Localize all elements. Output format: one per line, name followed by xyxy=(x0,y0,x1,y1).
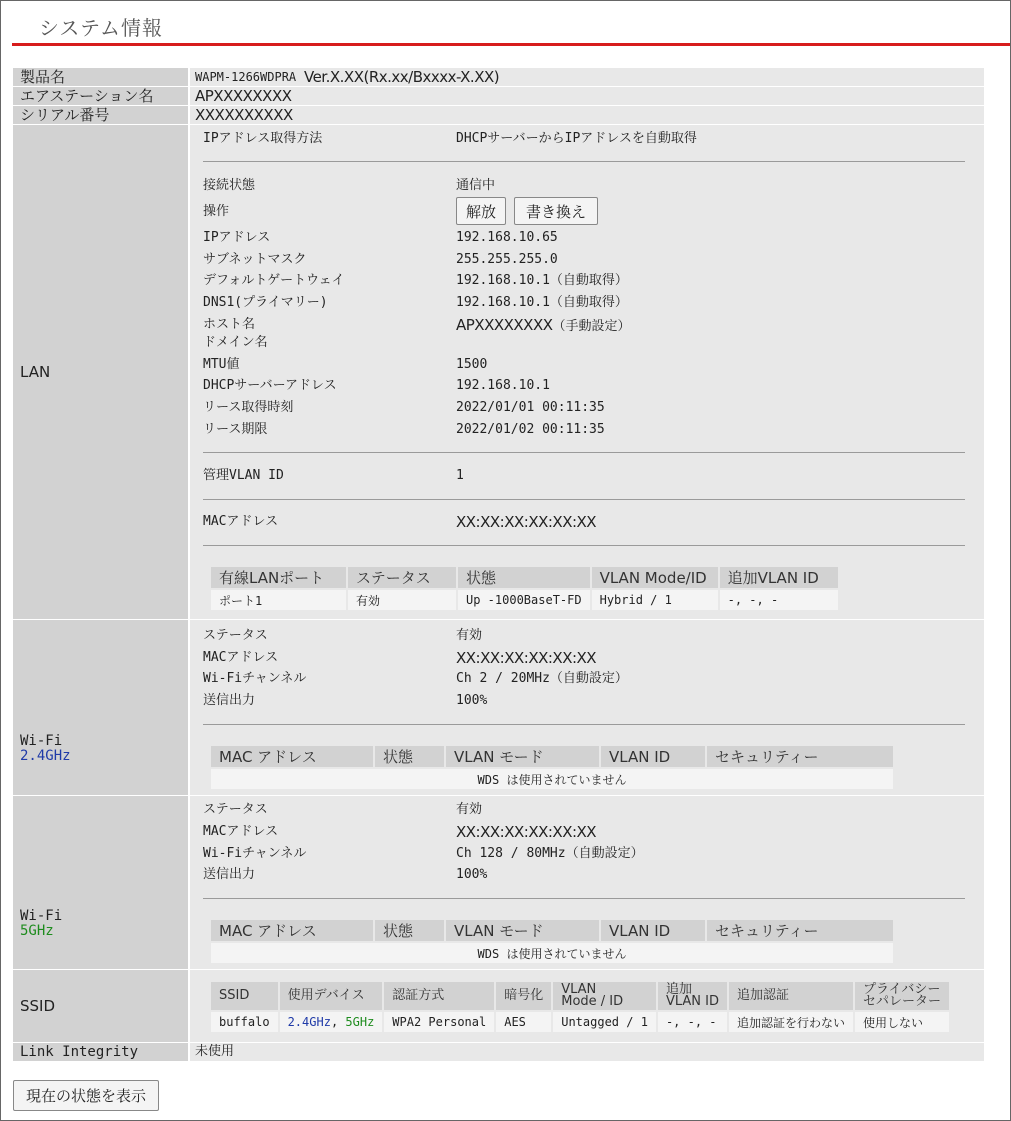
lan-label: LAN xyxy=(13,125,188,619)
ssid-section xyxy=(13,970,984,1043)
divider xyxy=(203,545,965,546)
wifi5-label: Wi-Fi xyxy=(20,907,63,924)
column-header: VLAN Mode/ID xyxy=(591,566,719,589)
column-header: 状態 xyxy=(457,566,591,589)
column-header: 認証方式 xyxy=(383,981,495,1011)
column-header: MAC アドレス xyxy=(210,745,374,768)
link-integrity-value: 未使用 xyxy=(190,1043,984,1061)
divider xyxy=(203,161,965,162)
table-row xyxy=(210,942,894,964)
table-cell: Untagged / 1 xyxy=(552,1011,657,1033)
column-header: 状態 xyxy=(374,745,445,768)
product-row xyxy=(13,68,984,87)
wifi5-wds-table xyxy=(209,918,895,965)
table-cell: 2.4GHz, 5GHz xyxy=(279,1011,384,1033)
table-cell: AES xyxy=(495,1011,552,1033)
table-cell: 有効 xyxy=(347,589,457,611)
table-row xyxy=(210,1011,950,1033)
lan-port-table xyxy=(209,565,840,612)
show-current-status-button[interactable]: 現在の状態を表示 xyxy=(13,1080,159,1111)
column-header: VLAN ID xyxy=(600,919,706,942)
serial-value: XXXXXXXXXX xyxy=(190,106,984,124)
divider xyxy=(203,898,965,899)
wds-empty-message: WDS は使用されていません xyxy=(210,942,894,964)
title-rule xyxy=(12,43,1010,46)
column-header: 暗号化 xyxy=(495,981,552,1011)
column-header: 追加認証 xyxy=(728,981,854,1011)
column-header: 状態 xyxy=(374,919,445,942)
column-header: プライバシー セパレーター xyxy=(854,981,950,1011)
wifi24-section: Wi-Fi 2.4GHz ステータス 有効 MACアドレス XX:XX:XX:XX:XX:XX Wi-Fiチャンネル Ch 2 / 20MHz（自動設定） 送信出力 100% MAC アドレス 状態 VLAN モード VLAN ID セキュリティー WDS は使用されていません xyxy=(13,620,984,796)
serial-row xyxy=(13,106,984,125)
divider xyxy=(203,724,965,725)
table-header-row xyxy=(210,566,839,589)
table-cell: ポート1 xyxy=(210,589,347,611)
column-header: 追加 VLAN ID xyxy=(657,981,728,1011)
product-version: Ver.X.XX(Rx.xx/Bxxxx-X.XX) xyxy=(303,68,500,86)
column-header: セキュリティー xyxy=(706,745,894,768)
table-cell: buffalo xyxy=(210,1011,279,1033)
column-header: VLAN ID xyxy=(600,745,706,768)
product-model: WAPM-1266WDPRA xyxy=(195,70,297,84)
lan-section: LAN IPアドレス取得方法 DHCPサーバーからIPアドレスを自動取得 接続状態 通信中 操作 解放 書き換え IPアドレス 192.168.10.65 サブネットマスク 255.255.255.0 デフォルトゲートウェイ 192.168.10.1（自動取得） DNS1(プライマリー) 192.168.10.1（自動取得） ホスト名 APXXXXXXXX（手動設定） ドメイン名 MTU値 1500 DHCPサーバーアドレス 192.168.10.1 リース取得時刻 2022/01/01 00:11:35 リース期限 2022/01/02 00:11:35 管理VLAN ID 1 MACアドレス XX:XX:XX:XX:XX:XX 有線LANポート ステータス 状態 VLAN Mode/ID 追加VLAN ID ポート1 有効 Up -1000BaseT-FD Hybrid / 1 -, -, - xyxy=(13,125,984,620)
product-value xyxy=(190,68,984,86)
rewrite-button[interactable]: 書き換え xyxy=(514,197,598,225)
column-header: VLAN モード xyxy=(445,745,600,768)
wifi24-wds-table xyxy=(209,744,895,791)
table-row xyxy=(210,589,839,611)
ap-name-value: APXXXXXXXX xyxy=(190,87,984,105)
column-header: VLAN モード xyxy=(445,919,600,942)
wifi24-band: 2.4GHz xyxy=(20,747,71,764)
table-header-row xyxy=(210,919,894,942)
table-cell: Hybrid / 1 xyxy=(591,589,719,611)
column-header: セキュリティー xyxy=(706,919,894,942)
ssid-label: SSID xyxy=(13,970,188,1042)
table-cell: Up -1000BaseT-FD xyxy=(457,589,591,611)
column-header: MAC アドレス xyxy=(210,919,374,942)
wds-empty-message: WDS は使用されていません xyxy=(210,768,894,790)
column-header: 有線LANポート xyxy=(210,566,347,589)
ssid-table xyxy=(209,980,951,1034)
table-cell: -, -, - xyxy=(657,1011,728,1033)
column-header: 追加VLAN ID xyxy=(719,566,839,589)
wifi24-label: Wi-Fi xyxy=(20,732,63,749)
table-header-row xyxy=(210,745,894,768)
link-integrity-label: Link Integrity xyxy=(13,1043,188,1061)
product-label: 製品名 xyxy=(13,68,188,86)
table-row xyxy=(210,768,894,790)
ap-name-row xyxy=(13,87,984,106)
divider xyxy=(203,452,965,453)
table-cell: WPA2 Personal xyxy=(383,1011,495,1033)
link-integrity-row xyxy=(13,1043,984,1062)
table-cell: 使用しない xyxy=(854,1011,950,1033)
table-cell: -, -, - xyxy=(719,589,839,611)
table-header-row xyxy=(210,981,950,1011)
column-header: VLAN Mode / ID xyxy=(552,981,657,1011)
serial-label: シリアル番号 xyxy=(13,106,188,124)
system-info-table xyxy=(13,68,984,1062)
divider xyxy=(203,499,965,500)
column-header: ステータス xyxy=(347,566,457,589)
column-header: 使用デバイス xyxy=(279,981,384,1011)
release-button[interactable]: 解放 xyxy=(456,197,506,225)
table-cell: 追加認証を行わない xyxy=(728,1011,854,1033)
wifi5-band: 5GHz xyxy=(20,922,54,939)
column-header: SSID xyxy=(210,981,279,1011)
ap-name-label: エアステーション名 xyxy=(13,87,188,105)
page-title: システム情報 xyxy=(39,16,163,40)
wifi5-section: Wi-Fi 5GHz ステータス 有効 MACアドレス XX:XX:XX:XX:XX:XX Wi-Fiチャンネル Ch 128 / 80MHz（自動設定） 送信出力 100% MAC アドレス 状態 VLAN モード VLAN ID セキュリティー WDS は使用されていません xyxy=(13,796,984,970)
